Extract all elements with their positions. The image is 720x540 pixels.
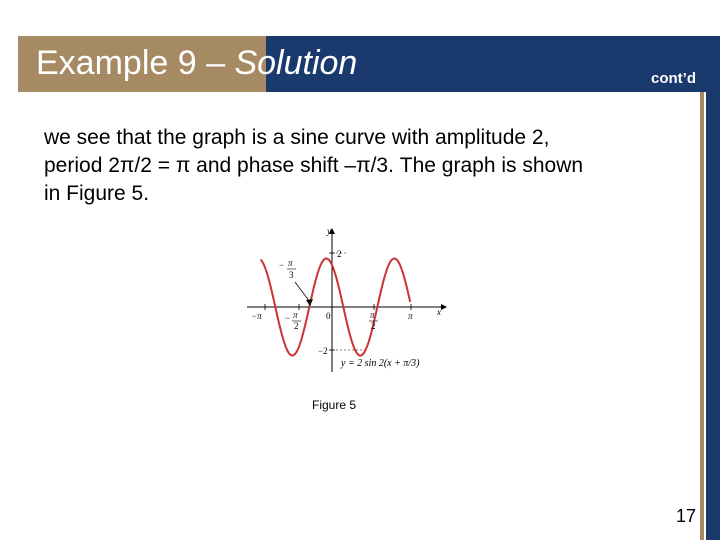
- annotation-arrow-head: [306, 299, 313, 306]
- x-tick-neg-pi-over-2-minus: −: [285, 313, 291, 323]
- figure-5-graph: [243, 222, 453, 387]
- slide-title: [36, 44, 357, 83]
- x-tick-pi-over-2-num: π: [370, 310, 375, 320]
- x-tick-neg-pi-over-2-den: 2: [294, 321, 299, 331]
- continued-label: cont’d: [651, 70, 696, 87]
- sine-graph-svg: [243, 222, 453, 382]
- x-tick-label-neg-pi: −π: [251, 311, 262, 321]
- x-tick-label-pi: π: [408, 311, 413, 321]
- neg-pi-over-3-num: π: [288, 258, 293, 268]
- body-line-1: we see that the graph is a sine curve with amplitude 2,: [44, 126, 550, 149]
- neg-pi-over-3-den: 3: [289, 270, 294, 280]
- x-tick-neg-pi-over-2-num: π: [293, 310, 298, 320]
- y-axis-label: y: [327, 226, 331, 236]
- origin-label: 0: [326, 311, 331, 321]
- x-axis-label: x: [437, 307, 441, 317]
- slide-title-italic: Solution: [234, 44, 358, 82]
- body-line-2: period 2π/2 = π and phase shift –π/3. The graph is shown: [44, 154, 584, 177]
- figure-caption: Figure 5: [312, 398, 357, 412]
- x-axis-arrow: [441, 304, 447, 310]
- title-bar: [18, 36, 720, 92]
- body-text: [44, 124, 684, 208]
- page-number: 17: [676, 506, 697, 526]
- right-accent-stripe: [700, 92, 704, 540]
- x-tick-pi-over-2-den: 2: [371, 321, 376, 331]
- neg-pi-over-3-minus: −: [279, 260, 285, 270]
- annotation-arrow-line: [295, 282, 310, 302]
- equation-label: y = 2 sin 2(x + π/3): [341, 358, 420, 369]
- right-border-bar: [706, 92, 720, 540]
- body-line-3: in Figure 5.: [44, 182, 150, 205]
- slide-title-plain: Example 9 –: [36, 44, 235, 82]
- y-tick-label-neg-2: −2: [318, 346, 328, 356]
- y-tick-label-2: 2: [337, 249, 342, 259]
